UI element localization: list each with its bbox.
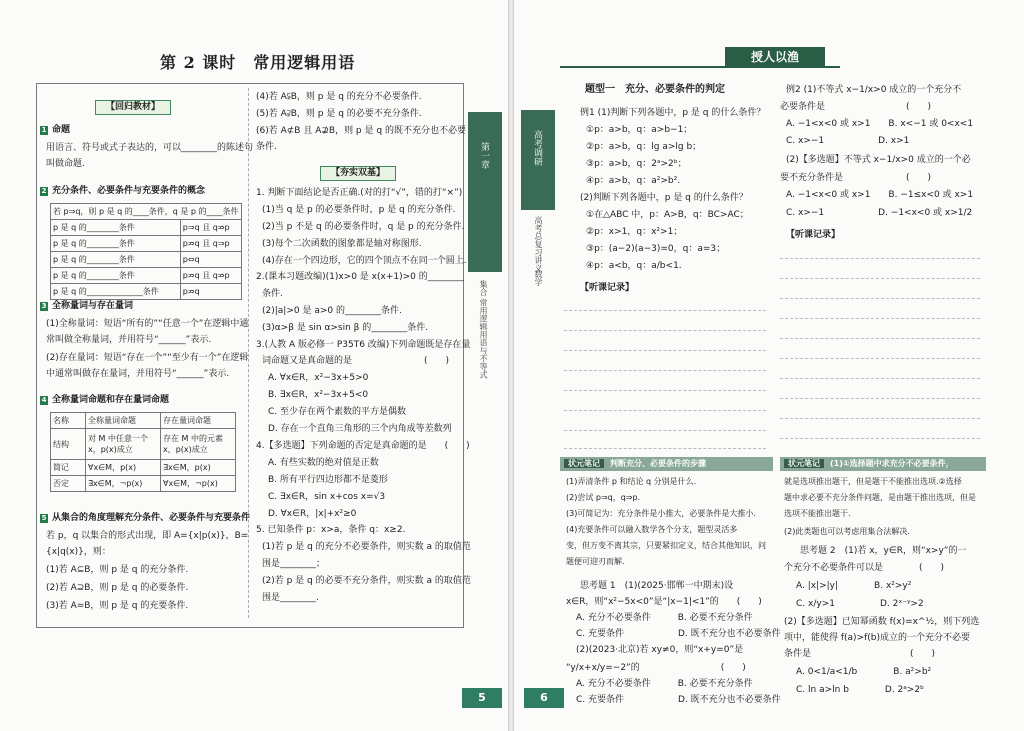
think1-line: 思考题 1 (1)(2025·邯郸一中期末)设 bbox=[580, 581, 734, 591]
heading-5-text: 从集合的角度理解充分条件、必要条件与充要条件 bbox=[52, 513, 251, 523]
page-number: 6 bbox=[524, 688, 564, 708]
section-title-practice: 【夯实双基】 bbox=[320, 166, 396, 181]
brand-side-title: 高考总复习讲义 bbox=[534, 216, 543, 272]
think2-line: A. 0<1/a<1/b B. a²>b² bbox=[796, 667, 932, 677]
think1-line: C. 充要条件 D. 既不充分也不必要条件 bbox=[576, 695, 781, 705]
table-cell: p 是 q 的________条件 bbox=[51, 220, 181, 236]
tip-line: (4)充要条件可以融入数学各个分支，题型灵活多 bbox=[566, 525, 738, 534]
table-cell: p⇒q 且 q⇏p bbox=[180, 220, 241, 236]
para-5: {x|q(x)}，则： bbox=[46, 547, 111, 557]
exercise-line: 1. 判断下面结论是否正确.(对的打“√”，错的打“×”) bbox=[256, 188, 463, 198]
para-1a: 用语言、符号或式子表达的，可以________的陈述句 bbox=[46, 143, 254, 153]
section-banner: 授人以渔 bbox=[725, 47, 825, 67]
example-line: ③p：a>b，q：2ᵃ>2ᵇ； bbox=[586, 159, 687, 169]
tip-label: 状元笔记 bbox=[564, 459, 604, 468]
example-line: ②p：a>b，q：lg a>lg b； bbox=[586, 142, 702, 152]
exercise-line: A. 有些实数的绝对值是正数 bbox=[268, 458, 379, 468]
example2-line: A. −1<x<0 或 x>1 B. x<−1 或 0<x<1 bbox=[786, 119, 974, 129]
exercise-line: 4.【多选题】下列命题的否定是真命题的是 ( ) bbox=[256, 441, 470, 451]
exercise-line: D. 存在一个直角三角形的三个内角成等差数列 bbox=[268, 424, 452, 434]
table-cell: p 是 q 的______________条件 bbox=[51, 284, 181, 300]
col2-line: 条件. bbox=[256, 142, 277, 152]
table-cell: 否定 bbox=[51, 476, 86, 492]
heading-1-text: 命题 bbox=[52, 125, 71, 135]
exercise-line: D. ∀x∈R，|x|+x²≥0 bbox=[268, 509, 357, 519]
table-cell: p⇏q 且 q⇏p bbox=[180, 268, 241, 284]
badge-2: 2 bbox=[41, 187, 47, 195]
para-1b: 叫做命题. bbox=[46, 159, 85, 169]
think1-line: “y/x+x/y=−2”的 ( ) bbox=[566, 663, 746, 673]
heading-4-text: 全称量词命题和存在量词命题 bbox=[52, 395, 170, 405]
example-line: (2)判断下列各题中，p 是 q 的什么条件？ bbox=[580, 193, 748, 203]
note-line bbox=[564, 330, 766, 331]
exercise-line: A. ∀x∈R，x²−3x+5>0 bbox=[268, 373, 369, 383]
example2-line: A. −1<x<0 或 x>1 B. −1≤x<0 或 x>1 bbox=[786, 190, 974, 200]
page-number: 5 bbox=[462, 688, 502, 708]
tip-label: 状元笔记 bbox=[784, 459, 824, 468]
heading-3 bbox=[40, 300, 133, 312]
table-cell: ∃x∈M，p(x) bbox=[161, 460, 236, 476]
table-header: 存在量词命题 bbox=[161, 413, 236, 429]
think2-line: A. |x|>|y| B. x²>y² bbox=[796, 581, 912, 591]
note-line bbox=[780, 418, 980, 419]
note-line bbox=[564, 370, 766, 371]
note-line bbox=[780, 378, 980, 379]
example-line: ①在△ABC 中，p：A>B，q：BC>AC； bbox=[586, 210, 749, 220]
heading-3-text: 全称量词与存在量词 bbox=[52, 301, 134, 311]
tip-title: 判断充分、必要条件的步骤 bbox=[610, 459, 706, 468]
badge-4: 4 bbox=[41, 396, 47, 404]
para-3: 常叫做全称量词，并用符号“______”表示. bbox=[46, 335, 212, 345]
example2-line: C. x>−1 D. −1<x<0 或 x>1/2 bbox=[786, 208, 973, 218]
subject-label: 数学 bbox=[534, 270, 543, 286]
table-cell: p⇔q bbox=[180, 252, 241, 268]
tip-line: (1)弄清条件 p 和结论 q 分别是什么. bbox=[566, 477, 697, 486]
think2-line: (2)【多选题】已知幂函数 f(x)=x^½，则下列选 bbox=[784, 617, 980, 627]
table-header: 名称 bbox=[51, 413, 86, 429]
table-cell: ∀x∈M，p(x) bbox=[86, 460, 161, 476]
note-line bbox=[564, 310, 766, 311]
think2-line: 个充分不必要条件可以是 ( ) bbox=[784, 563, 945, 573]
topic-title: 题型一 充分、必要条件的判定 bbox=[585, 84, 725, 95]
tip-line: 题中求必要不充分条件问题，是由题干推出选项，但是 bbox=[784, 493, 976, 502]
note-line bbox=[780, 338, 980, 339]
exercise-line: (2)若 p 是 q 的必要不充分条件，则实数 a 的取值范 bbox=[262, 576, 471, 586]
quantifier-table bbox=[50, 412, 236, 492]
col2-line: (5)若 A⫌B，则 p 是 q 的必要不充分条件. bbox=[256, 109, 422, 119]
note-line bbox=[780, 398, 980, 399]
table-header: 全称量词命题 bbox=[86, 413, 161, 429]
tip-line: 选项不能推出题干. bbox=[784, 509, 851, 518]
table-cell: p 是 q 的________条件 bbox=[51, 252, 181, 268]
exercise-line: 2.(课本习题改编)(1)x>0 是 x(x+1)>0 的________ bbox=[256, 272, 464, 282]
brand-tab-label: 高考调研 bbox=[532, 130, 542, 166]
exercise-line: (3)α>β 是 sin α>sin β 的________条件. bbox=[262, 323, 429, 333]
col2-line: (6)若 A⊄B 且 A⊉B，则 p 是 q 的既不充分也不必要 bbox=[256, 126, 466, 136]
example-line: ③p：(a−2)(a−3)=0，q：a=3； bbox=[586, 244, 726, 254]
brand-tab bbox=[521, 110, 555, 210]
think2-line: 条件是 ( ) bbox=[784, 649, 936, 659]
exercise-line: (3)每个二次函数的图象都是轴对称图形. bbox=[262, 239, 422, 249]
banner-rule bbox=[560, 66, 840, 68]
chapter-tab-label: 第一章 bbox=[479, 142, 489, 169]
tip-line: (2)此类题也可以考虑用集合法解决. bbox=[784, 527, 910, 536]
tip-line: 题便可迎刃而解. bbox=[566, 557, 625, 566]
chapter-side-title: 集合 常用逻辑用语与不等式 bbox=[479, 280, 488, 379]
table-cell: p 是 q 的________条件 bbox=[51, 236, 181, 252]
think2-line: 项中，能使得 f(a)>f(b)成立的一个充分不必要 bbox=[784, 633, 971, 643]
exercise-line: B. 所有平行四边形都不是菱形 bbox=[268, 475, 388, 485]
note-line bbox=[780, 278, 980, 279]
note-line bbox=[564, 448, 766, 449]
table-cell: ∃x∈M，¬p(x) bbox=[86, 476, 161, 492]
heading-4 bbox=[40, 394, 169, 406]
table-cell: 若 p⇒q，则 p 是 q 的____条件，q 是 p 的____条件 bbox=[51, 204, 242, 220]
think2-line: 思考题 2 (1)若 x，y∈R，则“x>y”的一 bbox=[800, 546, 967, 556]
note-line bbox=[564, 350, 766, 351]
notes-label: 【听课记录】 bbox=[580, 283, 635, 293]
tip-line: (2)尝试 p⇒q，q⇒p. bbox=[566, 493, 641, 502]
badge-3: 3 bbox=[41, 302, 47, 310]
table-cell: p⇏q bbox=[180, 284, 241, 300]
note-line bbox=[564, 410, 766, 411]
col2-line: (4)若 A⫋B，则 p 是 q 的充分不必要条件. bbox=[256, 92, 422, 102]
example2-line: 例2 (1)不等式 x−1/x>0 成立的一个充分不 bbox=[786, 85, 962, 95]
example-line: ①p：a>b，q：a>b−1； bbox=[586, 125, 693, 135]
exercise-line: 3.(人教 A 版必修一 P35T6 改编)下列命题既是存在量 bbox=[256, 340, 471, 350]
example2-line: C. x>−1 D. x>1 bbox=[786, 136, 910, 146]
page-title: 第 2 课时 常用逻辑用语 bbox=[160, 53, 356, 72]
exercise-line: 围是________； bbox=[262, 559, 326, 569]
exercise-line: C. 至少存在两个素数的平方是偶数 bbox=[268, 407, 407, 417]
para-5: 若 p，q 以集合的形式出现，即 A={x|p(x)}，B= bbox=[46, 531, 249, 541]
note-line bbox=[780, 438, 980, 439]
table-cell: 存在 M 中的元素 x，p(x)成立 bbox=[161, 429, 236, 460]
exercise-line: 词命题又是真命题的是 ( ) bbox=[262, 356, 450, 366]
exercise-line: B. ∃x∈R，x²−3x+5<0 bbox=[268, 390, 369, 400]
section-title-review: 【回归教材】 bbox=[95, 100, 171, 115]
think2-line: C. ln a>ln b D. 2ᵃ>2ᵇ bbox=[796, 685, 924, 695]
example-line: ④p：a>b，q：a²>b². bbox=[586, 176, 681, 186]
example-line: 例1 (1)判断下列各题中，p 是 q 的什么条件？ bbox=[580, 108, 766, 118]
example2-line: (2)【多选题】不等式 x−1/x>0 成立的一个必 bbox=[786, 155, 971, 165]
think1-line: A. 充分不必要条件 B. 必要不充分条件 bbox=[576, 613, 753, 623]
conditions-table bbox=[50, 203, 242, 300]
tip-line: 就是选项推出题干，但是题干不能推出选项.②选择 bbox=[784, 477, 962, 486]
exercise-line: 5. 已知条件 p：x>a，条件 q：x≥2. bbox=[256, 525, 406, 535]
note-line bbox=[780, 318, 980, 319]
heading-2-text: 充分条件、必要条件与充要条件的概念 bbox=[52, 186, 206, 196]
badge-1: 1 bbox=[41, 126, 47, 134]
para-3: (1)全称量词：短语“所有的”“任意一个”在逻辑中通 bbox=[46, 319, 249, 329]
chapter-tab bbox=[468, 112, 502, 272]
think1-line: x∈R，则“x²−5x<0”是“|x−1|<1”的 ( ) bbox=[566, 597, 762, 607]
para-5: (3)若 A=B，则 p 是 q 的充要条件. bbox=[46, 601, 189, 611]
heading-2 bbox=[40, 185, 205, 197]
tip-box-header bbox=[780, 457, 986, 471]
think1-line: A. 充分不必要条件 B. 必要不充分条件 bbox=[576, 679, 753, 689]
tip-line: (3)可简记为：充分条件是小推大，必要条件是大推小. bbox=[566, 509, 756, 518]
para-3: 中通常叫做存在量词，并用符号“______”表示. bbox=[46, 369, 230, 379]
example-line: ②p：x>1，q：x²>1； bbox=[586, 227, 683, 237]
badge-5: 5 bbox=[41, 514, 47, 522]
exercise-line: 围是________. bbox=[262, 593, 319, 603]
heading-1 bbox=[40, 124, 70, 136]
tip-box-header bbox=[560, 457, 773, 471]
notes-label: 【听课记录】 bbox=[786, 230, 841, 240]
table-cell: p⇏q 且 q⇒p bbox=[180, 236, 241, 252]
note-line bbox=[780, 298, 980, 299]
left-page bbox=[0, 0, 508, 731]
table-cell: 对 M 中任意一个 x，p(x)成立 bbox=[86, 429, 161, 460]
example2-line: 要不充分条件是 ( ) bbox=[780, 173, 932, 183]
think1-line: (2)(2023·北京)若 xy≠0，则“x+y=0”是 bbox=[576, 645, 744, 655]
para-3: (2)存在量词：短语“存在一个”“至少有一个”在逻辑 bbox=[46, 353, 249, 363]
think1-line: C. 充要条件 D. 既不充分也不必要条件 bbox=[576, 629, 781, 639]
exercise-line: (2)|a|>0 是 a>0 的________条件. bbox=[262, 306, 402, 316]
table-cell: ∀x∈M，¬p(x) bbox=[161, 476, 236, 492]
think2-line: C. x/y>1 D. 2ˣ⁻ʸ>2 bbox=[796, 599, 924, 609]
para-5: (2)若 A⊇B，则 p 是 q 的必要条件. bbox=[46, 583, 189, 593]
table-cell: 结构 bbox=[51, 429, 86, 460]
tip-line: (1)①选择题中求充分不必要条件， bbox=[830, 459, 954, 468]
exercise-line: C. ∃x∈R，sin x+cos x=√3 bbox=[268, 492, 386, 502]
exercise-line: (2)当 p 不是 q 的必要条件时，q 是 p 的充分条件. bbox=[262, 222, 465, 232]
note-line bbox=[780, 358, 980, 359]
note-line bbox=[564, 390, 766, 391]
exercise-line: (4)存在一个四边形，它的四个顶点不在同一个圆上. bbox=[262, 256, 467, 266]
note-line bbox=[780, 258, 980, 259]
exercise-line: 条件. bbox=[262, 289, 283, 299]
para-5: (1)若 A⊆B，则 p 是 q 的充分条件. bbox=[46, 565, 189, 575]
exercise-line: (1)当 q 是 p 的必要条件时，p 是 q 的充分条件. bbox=[262, 205, 456, 215]
heading-5 bbox=[40, 512, 250, 524]
tip-line: 变，但万变不离其宗，只要紧扣定义，结合其他知识，问 bbox=[566, 541, 766, 550]
note-line bbox=[564, 430, 766, 431]
table-cell: 简记 bbox=[51, 460, 86, 476]
exercise-line: (1)若 p 是 q 的充分不必要条件，则实数 a 的取值范 bbox=[262, 542, 471, 552]
example2-line: 必要条件是 ( ) bbox=[780, 102, 932, 112]
example-line: ④p：a<b，q：a/b<1. bbox=[586, 261, 682, 271]
table-cell: p 是 q 的________条件 bbox=[51, 268, 181, 284]
